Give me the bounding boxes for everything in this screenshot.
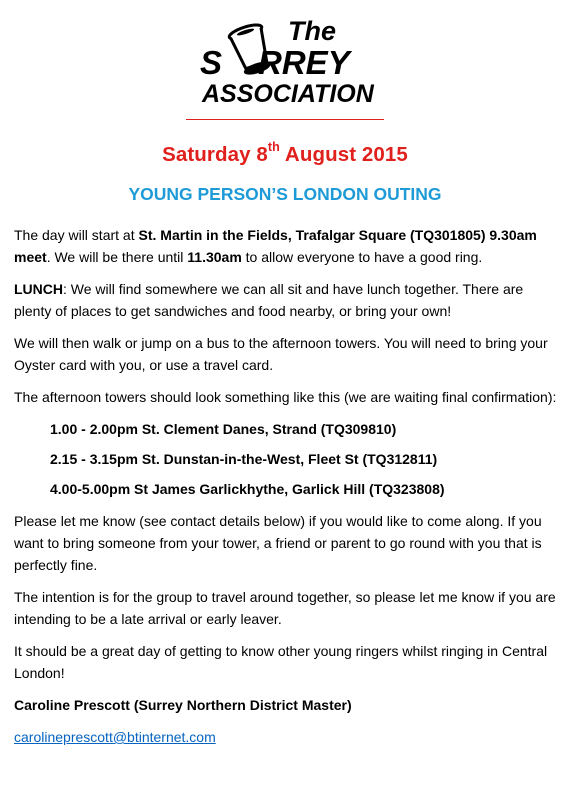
email-paragraph [14, 726, 562, 748]
red-divider [186, 119, 384, 120]
tower-item: 1.00 - 2.00pm St. Clement Danes, Strand (TQ309810) [50, 421, 397, 437]
logo-text-surrey: S RREY [200, 44, 350, 81]
email-link[interactable]: carolineprescott@btinternet.com [14, 729, 216, 745]
towers-intro-paragraph: The afternoon towers should look something like this (we are waiting final confirmation): [14, 389, 557, 405]
letter-body [14, 224, 562, 758]
event-date-heading: Saturday 8th August 2015 [162, 140, 408, 166]
signature: Caroline Prescott (Surrey Northern District Master) [14, 697, 352, 713]
closing-paragraph: It should be a great day of getting to know other young ringers whilst ringing in Central London! [14, 643, 548, 681]
walk-paragraph: We will then walk or jump on a bus to the afternoon towers. You will need to bring your Oyster card with you, or use a travel card. [14, 335, 548, 373]
tower-item: 2.15 - 3.15pm St. Dunstan-in-the-West, Fleet St (TQ312811) [50, 451, 438, 467]
group-paragraph: The intention is for the group to travel around together, so please let me know if you are intending to be a late arrival or early leaver. [14, 589, 556, 627]
start-paragraph: The day will start at St. Martin in the Fields, Trafalgar Square (TQ301805) 9.30am meet. We will be there until 11.30am to allow everyone to have a good ring. [14, 227, 537, 265]
event-title: YOUNG PERSON’S LONDON OUTING [128, 184, 442, 204]
contact-paragraph: Please let me know (see contact details below) if you would like to come along. If you want to bring someone from your tower, a friend or parent to go round with you that is perfectly fine. [14, 513, 542, 573]
bell-logo-icon [196, 6, 386, 110]
surrey-association-logo [196, 6, 386, 110]
logo-text-the: The [288, 16, 337, 46]
logo-text-association: ASSOCIATION [202, 80, 374, 108]
lunch-paragraph: LUNCH: We will find somewhere we can all sit and have lunch together. There are plenty of places to get sandwiches and food nearby, or bring your own! [14, 281, 524, 319]
tower-item: 4.00-5.00pm St James Garlickhythe, Garlick Hill (TQ323808) [50, 481, 445, 497]
